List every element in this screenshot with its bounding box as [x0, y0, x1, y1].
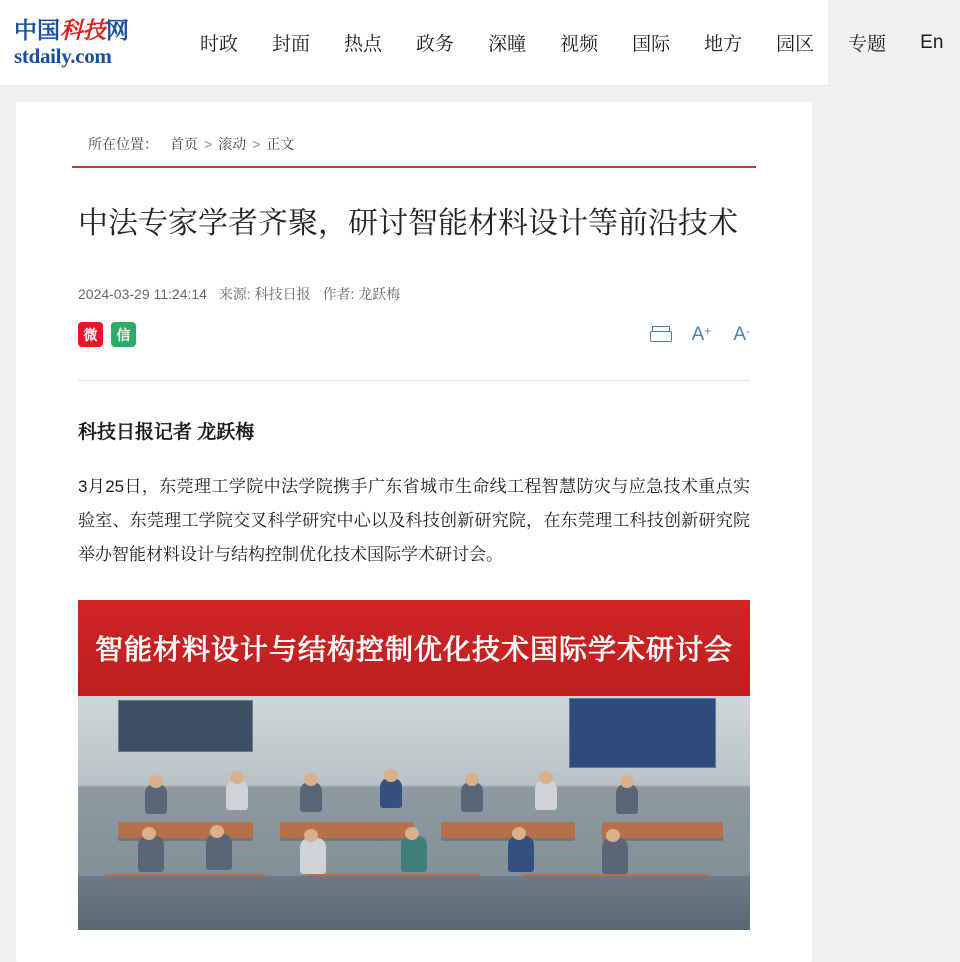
- photo-attendee: [508, 836, 534, 872]
- logo-text-part1: 中国: [14, 16, 60, 43]
- breadcrumb: [72, 128, 756, 168]
- main-navigation: [183, 23, 960, 62]
- wechat-glyph: 信: [116, 326, 131, 343]
- photo-wall-screen-left: [118, 700, 252, 752]
- nav-item-yuanqu[interactable]: 园区: [776, 34, 815, 55]
- content-divider: [78, 380, 750, 381]
- breadcrumb-label: 所在位置：: [88, 136, 158, 152]
- breadcrumb-item-rolling[interactable]: 滚动: [218, 136, 247, 152]
- nav-item-shizheng[interactable]: 时政: [200, 34, 239, 55]
- site-header: [0, 0, 944, 86]
- photo-attendee: [616, 784, 638, 814]
- font-increase-label: A: [691, 323, 705, 345]
- nav-item-shipin[interactable]: 视频: [560, 34, 599, 55]
- photo-attendee: [461, 782, 483, 812]
- weibo-glyph: 微: [83, 326, 98, 343]
- nav-item-guoji[interactable]: 国际: [632, 34, 671, 55]
- breadcrumb-item-home[interactable]: 首页: [170, 136, 198, 152]
- photo-attendee: [300, 838, 326, 874]
- article-figure: [78, 600, 750, 930]
- photo-banner: [78, 600, 750, 696]
- site-logo[interactable]: [10, 16, 155, 68]
- photo-desk: [441, 822, 575, 838]
- nav-item-zhuanti[interactable]: 专题: [848, 34, 887, 55]
- photo-attendee: [401, 836, 427, 872]
- nav-item-shentong[interactable]: 深瞳: [488, 34, 527, 55]
- logo-chinese: [14, 16, 155, 43]
- logo-text-part2: 网: [106, 16, 129, 43]
- photo-wall-screen-right: [569, 698, 717, 768]
- logo-text-highlight: 科技: [60, 17, 106, 43]
- photo-attendee: [300, 782, 322, 812]
- page-wrapper: [0, 86, 828, 962]
- page-title: 中法专家学者齐聚，研讨智能材料设计等前沿技术: [78, 207, 738, 240]
- print-icon[interactable]: [650, 326, 670, 344]
- article-paragraph-1: 3月25日，东莞理工学院中法学院携手广东省城市生命线工程智慧防灾与应急技术重点实验室、东莞理工学院交叉科学研究中心以及科技创新研究院，在东莞理工科技创新研究院举办智能材料设计与结构控制优化技术国际学术研讨会。: [78, 476, 750, 564]
- photo-floor: [78, 876, 750, 930]
- article-card: [16, 102, 812, 962]
- wechat-share-icon[interactable]: [111, 322, 136, 347]
- photo-desk: [602, 822, 723, 838]
- article-toolbar: [72, 318, 756, 352]
- article-byline: 科技日报记者 龙跃梅: [78, 421, 255, 443]
- publish-date: 2024-03-29 11:24:14: [78, 285, 207, 302]
- photo-banner-text: 智能材料设计与结构控制优化技术国际学术研讨会: [94, 633, 733, 665]
- font-decrease-label: A: [733, 323, 746, 345]
- nav-item-redian[interactable]: 热点: [344, 34, 383, 55]
- logo-domain: stdaily.com: [14, 43, 112, 68]
- font-tools: [650, 324, 750, 346]
- conference-photo: [78, 600, 750, 930]
- photo-desk: [280, 822, 414, 838]
- share-icons: [78, 322, 136, 347]
- photo-attendee: [602, 838, 628, 874]
- article-meta: [72, 284, 756, 304]
- font-decrease-sup: -: [746, 323, 750, 338]
- weibo-share-icon[interactable]: [78, 322, 103, 347]
- nav-item-zhengwu[interactable]: 政务: [416, 34, 455, 55]
- photo-attendee: [535, 780, 557, 810]
- photo-attendee: [226, 780, 248, 810]
- font-increase-button[interactable]: [692, 324, 712, 346]
- nav-item-english[interactable]: En: [920, 31, 944, 53]
- photo-attendee: [206, 834, 232, 870]
- font-decrease-button[interactable]: [733, 324, 750, 346]
- photo-desk: [118, 822, 252, 838]
- breadcrumb-item-current[interactable]: 正文: [266, 136, 295, 152]
- article-author: 作者: 龙跃梅: [322, 285, 401, 302]
- photo-attendee: [138, 836, 164, 872]
- photo-attendee: [380, 778, 402, 808]
- nav-item-fengmian[interactable]: 封面: [272, 34, 311, 55]
- breadcrumb-separator-2: >: [252, 136, 261, 152]
- photo-room: [78, 696, 750, 930]
- font-increase-sup: +: [704, 323, 712, 338]
- photo-attendee: [145, 784, 167, 814]
- breadcrumb-separator-1: >: [204, 136, 213, 152]
- nav-item-difang[interactable]: 地方: [704, 34, 743, 55]
- article-source: 来源: 科技日报: [218, 285, 311, 302]
